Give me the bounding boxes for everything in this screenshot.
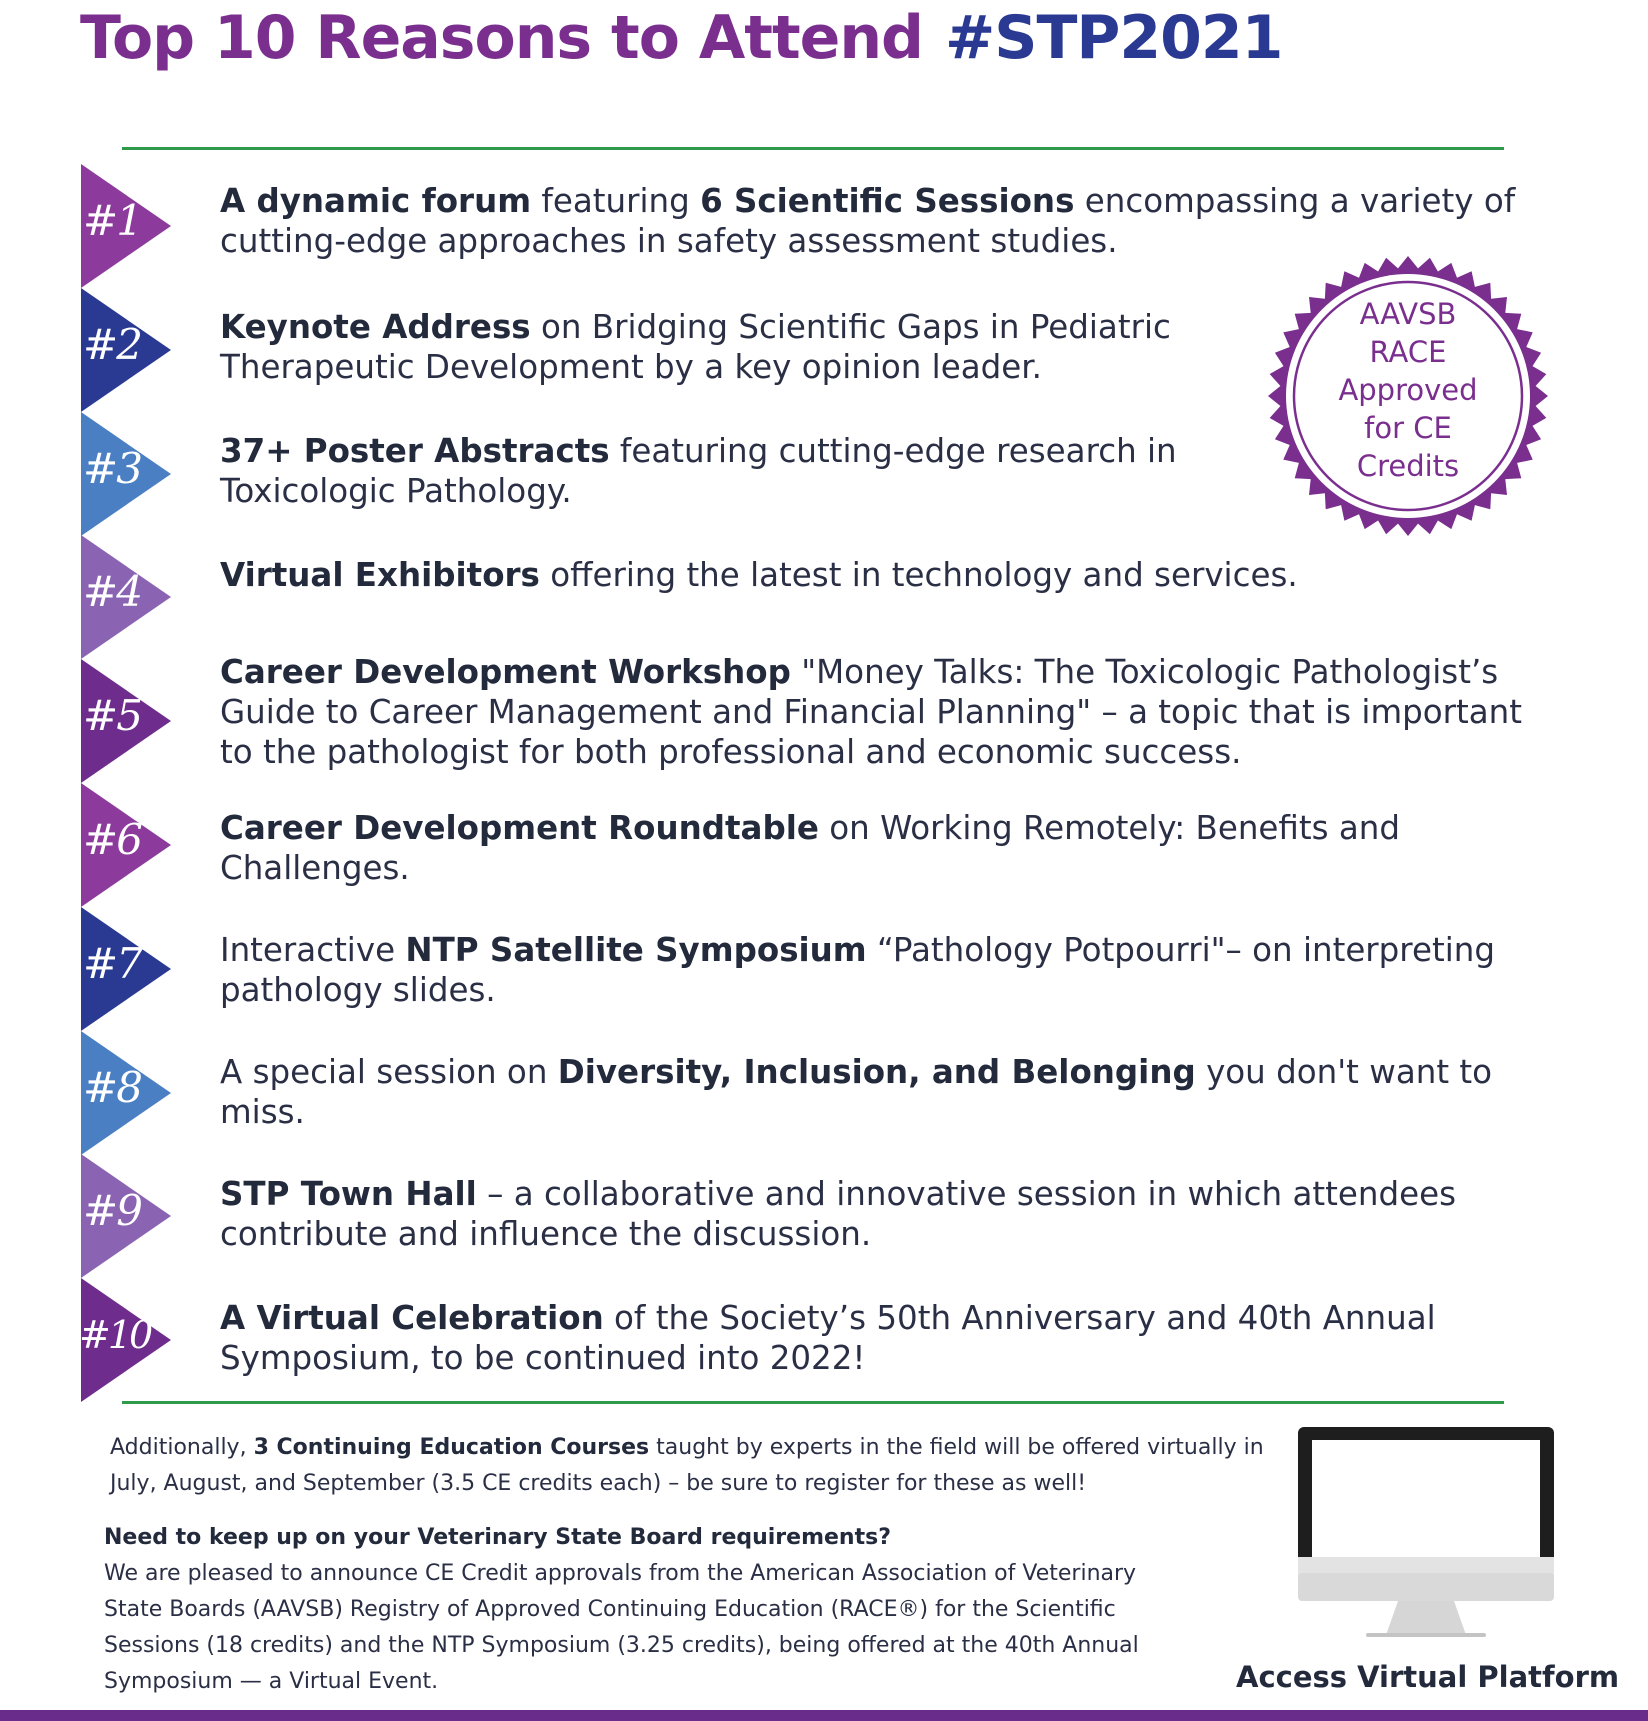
- number-marker-7: [81, 907, 171, 1031]
- ce-body: We are pleased to announce CE Credit approvals from the American Association of Veterinary State Boards (AAVSB) Registry of Approved Continuing Education (RACE®) for the Scientific Sessions (18 credits) and the NTP Symposium (3.25 credits), being offered at the 40th Annual Symposium — a Virtual Event.: [104, 1561, 1139, 1694]
- number-marker-4: [81, 535, 171, 659]
- reason-9: STP Town Hall – a collaborative and innovative session in which attendees contribute and influence the discussion.: [220, 1175, 1457, 1253]
- seal-line-5: Credits: [1356, 449, 1460, 483]
- ce-heading: Need to keep up on your Veterinary State Board requirements?: [104, 1525, 891, 1550]
- number-marker-10: [81, 1278, 171, 1402]
- marker-number-label: #4: [83, 567, 141, 617]
- marker-number-label: #10: [79, 1313, 151, 1358]
- marker-number-label: #9: [83, 1186, 141, 1236]
- top-divider: [122, 147, 1504, 150]
- reason-4: Virtual Exhibitors offering the latest in technology and services.: [220, 556, 1298, 594]
- access-virtual-platform-link[interactable]: Access Virtual Platform: [1236, 1660, 1620, 1694]
- seal-line-3: Approved: [1338, 373, 1478, 407]
- marker-number-label: #1: [83, 196, 141, 245]
- marker-number-label: #6: [83, 815, 141, 864]
- monitor-icon[interactable]: [1294, 1423, 1574, 1645]
- seal-line-4: for CE: [1364, 411, 1452, 445]
- number-marker-8: [81, 1031, 171, 1155]
- number-markers: [81, 164, 171, 1402]
- additional-courses-text: Additionally, 3 Continuing Education Courses taught by experts in the field will be offered virtually in July, August, and September (3.5 CE credits each) – be sure to register for these as well!: [110, 1435, 1264, 1496]
- number-marker-2: [81, 288, 171, 412]
- number-marker-9: [81, 1154, 171, 1278]
- seal-text: [1264, 295, 1552, 485]
- title-hashtag: #STP2021: [944, 3, 1283, 73]
- reason-10: A Virtual Celebration of the Society’s 50th Anniversary and 40th Annual Symposium, to be continued into 2022!: [220, 1299, 1436, 1377]
- title-main: Top 10 Reasons to Attend: [80, 3, 923, 73]
- seal-line-2: RACE: [1369, 335, 1447, 369]
- page-title: [80, 2, 1282, 74]
- number-marker-6: [81, 783, 171, 907]
- reason-8: A special session on Diversity, Inclusion, and Belonging you don't want to miss.: [220, 1053, 1493, 1131]
- number-marker-5: [81, 659, 171, 783]
- marker-number-label: #8: [83, 1062, 141, 1112]
- number-marker-3: [81, 412, 171, 536]
- reason-3: 37+ Poster Abstracts featuring cutting-edge research in Toxicologic Pathology.: [220, 432, 1177, 510]
- marker-number-label: #3: [83, 443, 141, 493]
- marker-number-label: #5: [83, 691, 141, 741]
- number-marker-1: [81, 164, 171, 288]
- reason-5: Career Development Workshop "Money Talks: The Toxicologic Pathologist’s Guide to Career Management and Financial Planning" – a topic that is important to the pathologist for both professional and economic success.: [220, 653, 1522, 771]
- aavsb-race-seal: [1264, 252, 1552, 540]
- reason-1: A dynamic forum featuring 6 Scientific Sessions encompassing a variety of cutting-edge approaches in safety assessment studies.: [220, 182, 1516, 260]
- seal-line-1: AAVSB: [1359, 297, 1457, 331]
- reason-6: Career Development Roundtable on Working Remotely: Benefits and Challenges.: [220, 809, 1401, 887]
- marker-number-label: #7: [83, 938, 141, 988]
- ce-credit-announcement: [104, 1520, 1164, 1700]
- reason-2: Keynote Address on Bridging Scientific Gaps in Pediatric Therapeutic Development by a key opinion leader.: [220, 308, 1171, 386]
- bottom-divider: [122, 1401, 1504, 1404]
- reason-7: Interactive NTP Satellite Symposium “Pathology Potpourri"– on interpreting pathology slides.: [220, 931, 1495, 1009]
- marker-number-label: #2: [83, 319, 141, 369]
- bottom-bar: [0, 1710, 1648, 1721]
